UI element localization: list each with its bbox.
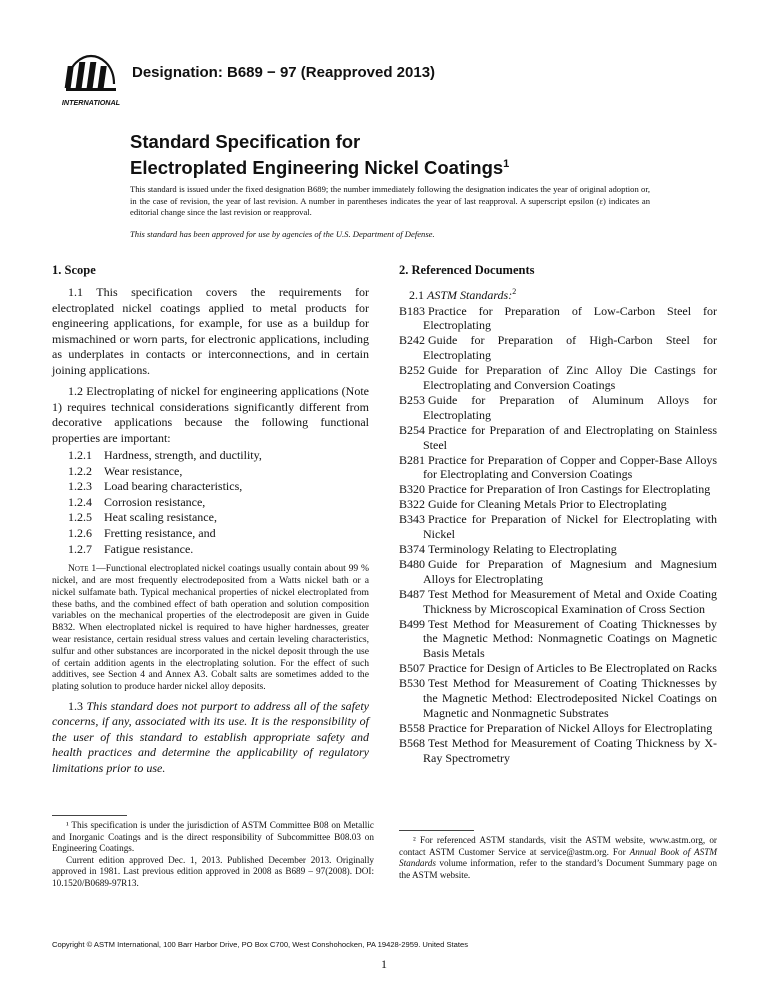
astm-standards-label bbox=[399, 284, 717, 304]
scope-item-text: Fretting resistance, and bbox=[104, 525, 216, 540]
title-text: Electroplated Engineering Nickel Coatings bbox=[130, 157, 504, 179]
reference-title: Guide for Preparation of Magnesium and Magnesium Alloys for Electroplating bbox=[423, 556, 717, 586]
scope-item-text: Load bearing characteristics, bbox=[104, 479, 243, 494]
reference-title: Test Method for Measurement of Coating Thickness by X-Ray Spectrometry bbox=[423, 735, 717, 765]
reference-title: Guide for Preparation of Zinc Alloy Die Castings for Electroplating and Conversion Coatings bbox=[423, 363, 717, 393]
reference-code: B487 bbox=[399, 586, 426, 601]
scope-item-number: 1.2.6 bbox=[68, 525, 92, 540]
reference-title: Practice for Preparation of Low-Carbon Steel for Electroplating bbox=[423, 303, 717, 333]
para-1-3-text: This standard does not purport to address all of the safety concerns, if any, associated with its use. It is the responsibility of the user of this standard to establish appropriate safety and health practices and determine the applicability of regulatory limitations prior to use. bbox=[52, 698, 370, 775]
reference-item bbox=[399, 363, 717, 393]
scope-item-text: Corrosion resistance, bbox=[104, 494, 206, 509]
sub-footnote-mark: 2 bbox=[512, 287, 517, 296]
reference-title: Practice for Preparation of Nickel Alloys for Electroplating bbox=[428, 720, 713, 735]
referenced-list bbox=[399, 304, 717, 766]
reference-item bbox=[399, 333, 717, 363]
reference-code: B281 bbox=[399, 452, 426, 467]
reference-code: B530 bbox=[399, 676, 426, 691]
astm-logo bbox=[60, 50, 122, 108]
scope-item-text: Hardness, strength, and ductility, bbox=[104, 448, 262, 462]
logo-sub-text: INTERNATIONAL bbox=[61, 98, 121, 107]
reference-code: B322 bbox=[399, 497, 426, 512]
preamble-text: This standard is issued under the fixed designation B689; the number immediately following the designation indicates the year of original adoption or, in the case of revision, the year of last revision. A number in parentheses indicates the year of last reapproval. A superscript epsilon (ε) indicates an editorial change since the last revision or reapproval. bbox=[130, 184, 650, 218]
scope-item-list bbox=[52, 448, 369, 557]
reference-item bbox=[399, 512, 717, 542]
reference-title: Guide for Preparation of Aluminum Alloys for Electroplating bbox=[423, 392, 717, 422]
title-footnote-mark: 1 bbox=[503, 158, 510, 170]
page-number: 1 bbox=[381, 957, 387, 971]
scope-item bbox=[68, 479, 369, 495]
reference-code: B183 bbox=[399, 303, 426, 318]
scope-item-number: 1.2.2 bbox=[68, 463, 92, 478]
scope-heading: 1. Scope bbox=[52, 263, 96, 277]
reference-code: B343 bbox=[399, 512, 426, 527]
footnote-2-italic: Annual Book of ASTM Standards bbox=[399, 846, 717, 869]
reference-title: Test Method for Measurement of Coating Thicknesses by the Magnetic Method: Electrodeposited Nickel Coatings on Magnetic and Nonmagnetic Substrates bbox=[423, 676, 717, 720]
reference-code: B320 bbox=[399, 482, 426, 497]
reference-title: Test Method for Measurement of Metal and Oxide Coating Thickness by Microscopical Examination of Cross Section bbox=[423, 586, 717, 616]
reference-item bbox=[399, 453, 717, 483]
footnote-2-text bbox=[399, 835, 717, 881]
reference-title: Practice for Preparation of Nickel for Electroplating with Nickel bbox=[423, 512, 717, 542]
reference-item bbox=[399, 676, 717, 721]
reference-item bbox=[399, 661, 717, 676]
title-line-1: Standard Specification for bbox=[130, 131, 361, 152]
scope-para-1-3 bbox=[52, 699, 369, 777]
scope-item bbox=[68, 526, 369, 542]
scope-item-number: 1.2.3 bbox=[68, 479, 92, 494]
reference-code: B558 bbox=[399, 720, 426, 735]
reference-item bbox=[399, 423, 717, 453]
reference-code: B480 bbox=[399, 556, 426, 571]
reference-item bbox=[399, 557, 717, 587]
reference-code: B254 bbox=[399, 422, 426, 437]
reference-title: Practice for Preparation of Iron Castings for Electroplating bbox=[428, 482, 711, 497]
footnote-1-para-1: ¹ This specification is under the jurisdiction of ASTM Committee B08 on Metallic and Inorganic Coatings and is the direct responsibility of Subcommittee B08.03 on Engineering Coatings. bbox=[52, 820, 374, 854]
footnote-1-para-2: Current edition approved Dec. 1, 2013. Published December 2013. Originally approved in 1981. Last previous edition approved in 2008 as B689 – 97(2008). DOI: 10.1520/B0689-97R13. bbox=[52, 854, 374, 888]
footnote-1-block bbox=[52, 815, 374, 890]
designation: Designation: B689 − 97 (Reapproved 2013) bbox=[132, 64, 436, 81]
copyright-footer: Copyright © ASTM International, 100 Barr Harbor Drive, PO Box C700, West Conshohocken, PA 19428-2959. United States bbox=[52, 940, 469, 949]
para-1-3-num: 1.3 bbox=[68, 698, 83, 713]
scope-item bbox=[68, 510, 369, 526]
scope-item bbox=[68, 542, 369, 558]
reference-item bbox=[399, 497, 717, 512]
reference-code: B242 bbox=[399, 333, 426, 348]
left-column bbox=[52, 263, 369, 776]
reference-item bbox=[399, 587, 717, 617]
scope-item-number: 1.2.4 bbox=[68, 494, 92, 509]
scope-item bbox=[68, 448, 369, 464]
footnote-2-post: volume information, refer to the standard’s Document Summary page on the ASTM website. bbox=[399, 858, 717, 880]
reference-item bbox=[399, 304, 717, 334]
note-1-label: Note 1 bbox=[68, 563, 97, 575]
scope-item-text: Fatigue resistance. bbox=[104, 541, 194, 556]
note-1-text: —Functional electroplated nickel coatings usually contain about 99 % nickel, and are most frequently electrodeposited from a Watts nickel bath or a nickel sulfamate bath. Typical mechanical properties of nickel electroplated from these baths, and the combined effect of bath operation and solution composition variables on the mechanical properties of the electrodeposit are given in Guide B832. When electroplated nickel is required to have higher hardnesses, greater wear resistance, certain residual stress values and certain leveling characteristics, sulfur and other substances are incorporated in the nickel deposit through the use of certain addition agents in the electroplating solution. For the effect of such additives, see Section 4 and Annex A3. Cobalt salts are sometimes added to the plating solution to produce harder nickel alloy deposits. bbox=[52, 563, 369, 693]
reference-title: Guide for Cleaning Metals Prior to Electroplating bbox=[428, 497, 667, 512]
page-title bbox=[130, 131, 509, 179]
sub-num: 2.1 bbox=[409, 288, 424, 302]
scope-para-1-1: 1.1 This specification covers the requirements for electroplated nickel coatings applied to metal products for engineering applications, for example, for use as a buildup for mismachined or worn parts, for electronic applications, including as underplates in contacts or interconnections, and in certain joining applications. bbox=[52, 285, 369, 377]
reference-title: Test Method for Measurement of Coating Thicknesses by the Magnetic Method: Nonmagnetic Coatings on Magnetic Basis Metals bbox=[423, 616, 717, 661]
scope-item-number: 1.2.7 bbox=[68, 541, 92, 556]
scope-item-number: 1.2.5 bbox=[68, 510, 92, 525]
reference-item bbox=[399, 542, 717, 557]
reference-item bbox=[399, 482, 717, 497]
reference-code: B507 bbox=[399, 661, 426, 676]
reference-title: Practice for Preparation of and Electroplating on Stainless Steel bbox=[423, 422, 717, 452]
reference-title: Terminology Relating to Electroplating bbox=[428, 542, 617, 556]
reference-title: Practice for Design of Articles to Be Electroplated on Racks bbox=[428, 661, 717, 676]
scope-item-text: Wear resistance, bbox=[104, 463, 183, 478]
scope-item bbox=[68, 464, 369, 480]
scope-item bbox=[68, 495, 369, 511]
footnote-2-pre: ² For referenced ASTM standards, visit the ASTM website, www.astm.org, or contact ASTM Customer Service at service@astm.org. For bbox=[399, 835, 717, 857]
reference-item bbox=[399, 617, 717, 662]
reference-item bbox=[399, 721, 717, 736]
reference-title: Guide for Preparation of High-Carbon Steel for Electroplating bbox=[423, 333, 717, 363]
scope-item-number: 1.2.1 bbox=[68, 448, 92, 462]
scope-item-text: Heat scaling resistance, bbox=[104, 510, 217, 525]
right-column bbox=[399, 263, 717, 766]
sub-label: ASTM Standards: bbox=[427, 288, 513, 302]
reference-title: Practice for Preparation of Copper and Copper-Base Alloys for Electroplating and Conversion Coatings bbox=[423, 452, 717, 482]
footnote-2-block bbox=[399, 830, 717, 881]
referenced-heading: 2. Referenced Documents bbox=[399, 263, 535, 277]
reference-code: B568 bbox=[399, 735, 426, 750]
note-1 bbox=[52, 563, 369, 693]
reference-item bbox=[399, 393, 717, 423]
reference-code: B499 bbox=[399, 616, 426, 631]
reference-item bbox=[399, 736, 717, 766]
title-line-2 bbox=[130, 153, 509, 179]
reference-code: B374 bbox=[399, 542, 426, 556]
reference-code: B253 bbox=[399, 392, 426, 407]
scope-para-1-2: 1.2 Electroplating of nickel for engineering applications (Note 1) requires technical considerations significantly different from decorative applications because the following functional properties are important: bbox=[52, 384, 369, 445]
reference-code: B252 bbox=[399, 363, 426, 378]
defense-statement: This standard has been approved for use by agencies of the U.S. Department of Defense. bbox=[130, 229, 435, 239]
